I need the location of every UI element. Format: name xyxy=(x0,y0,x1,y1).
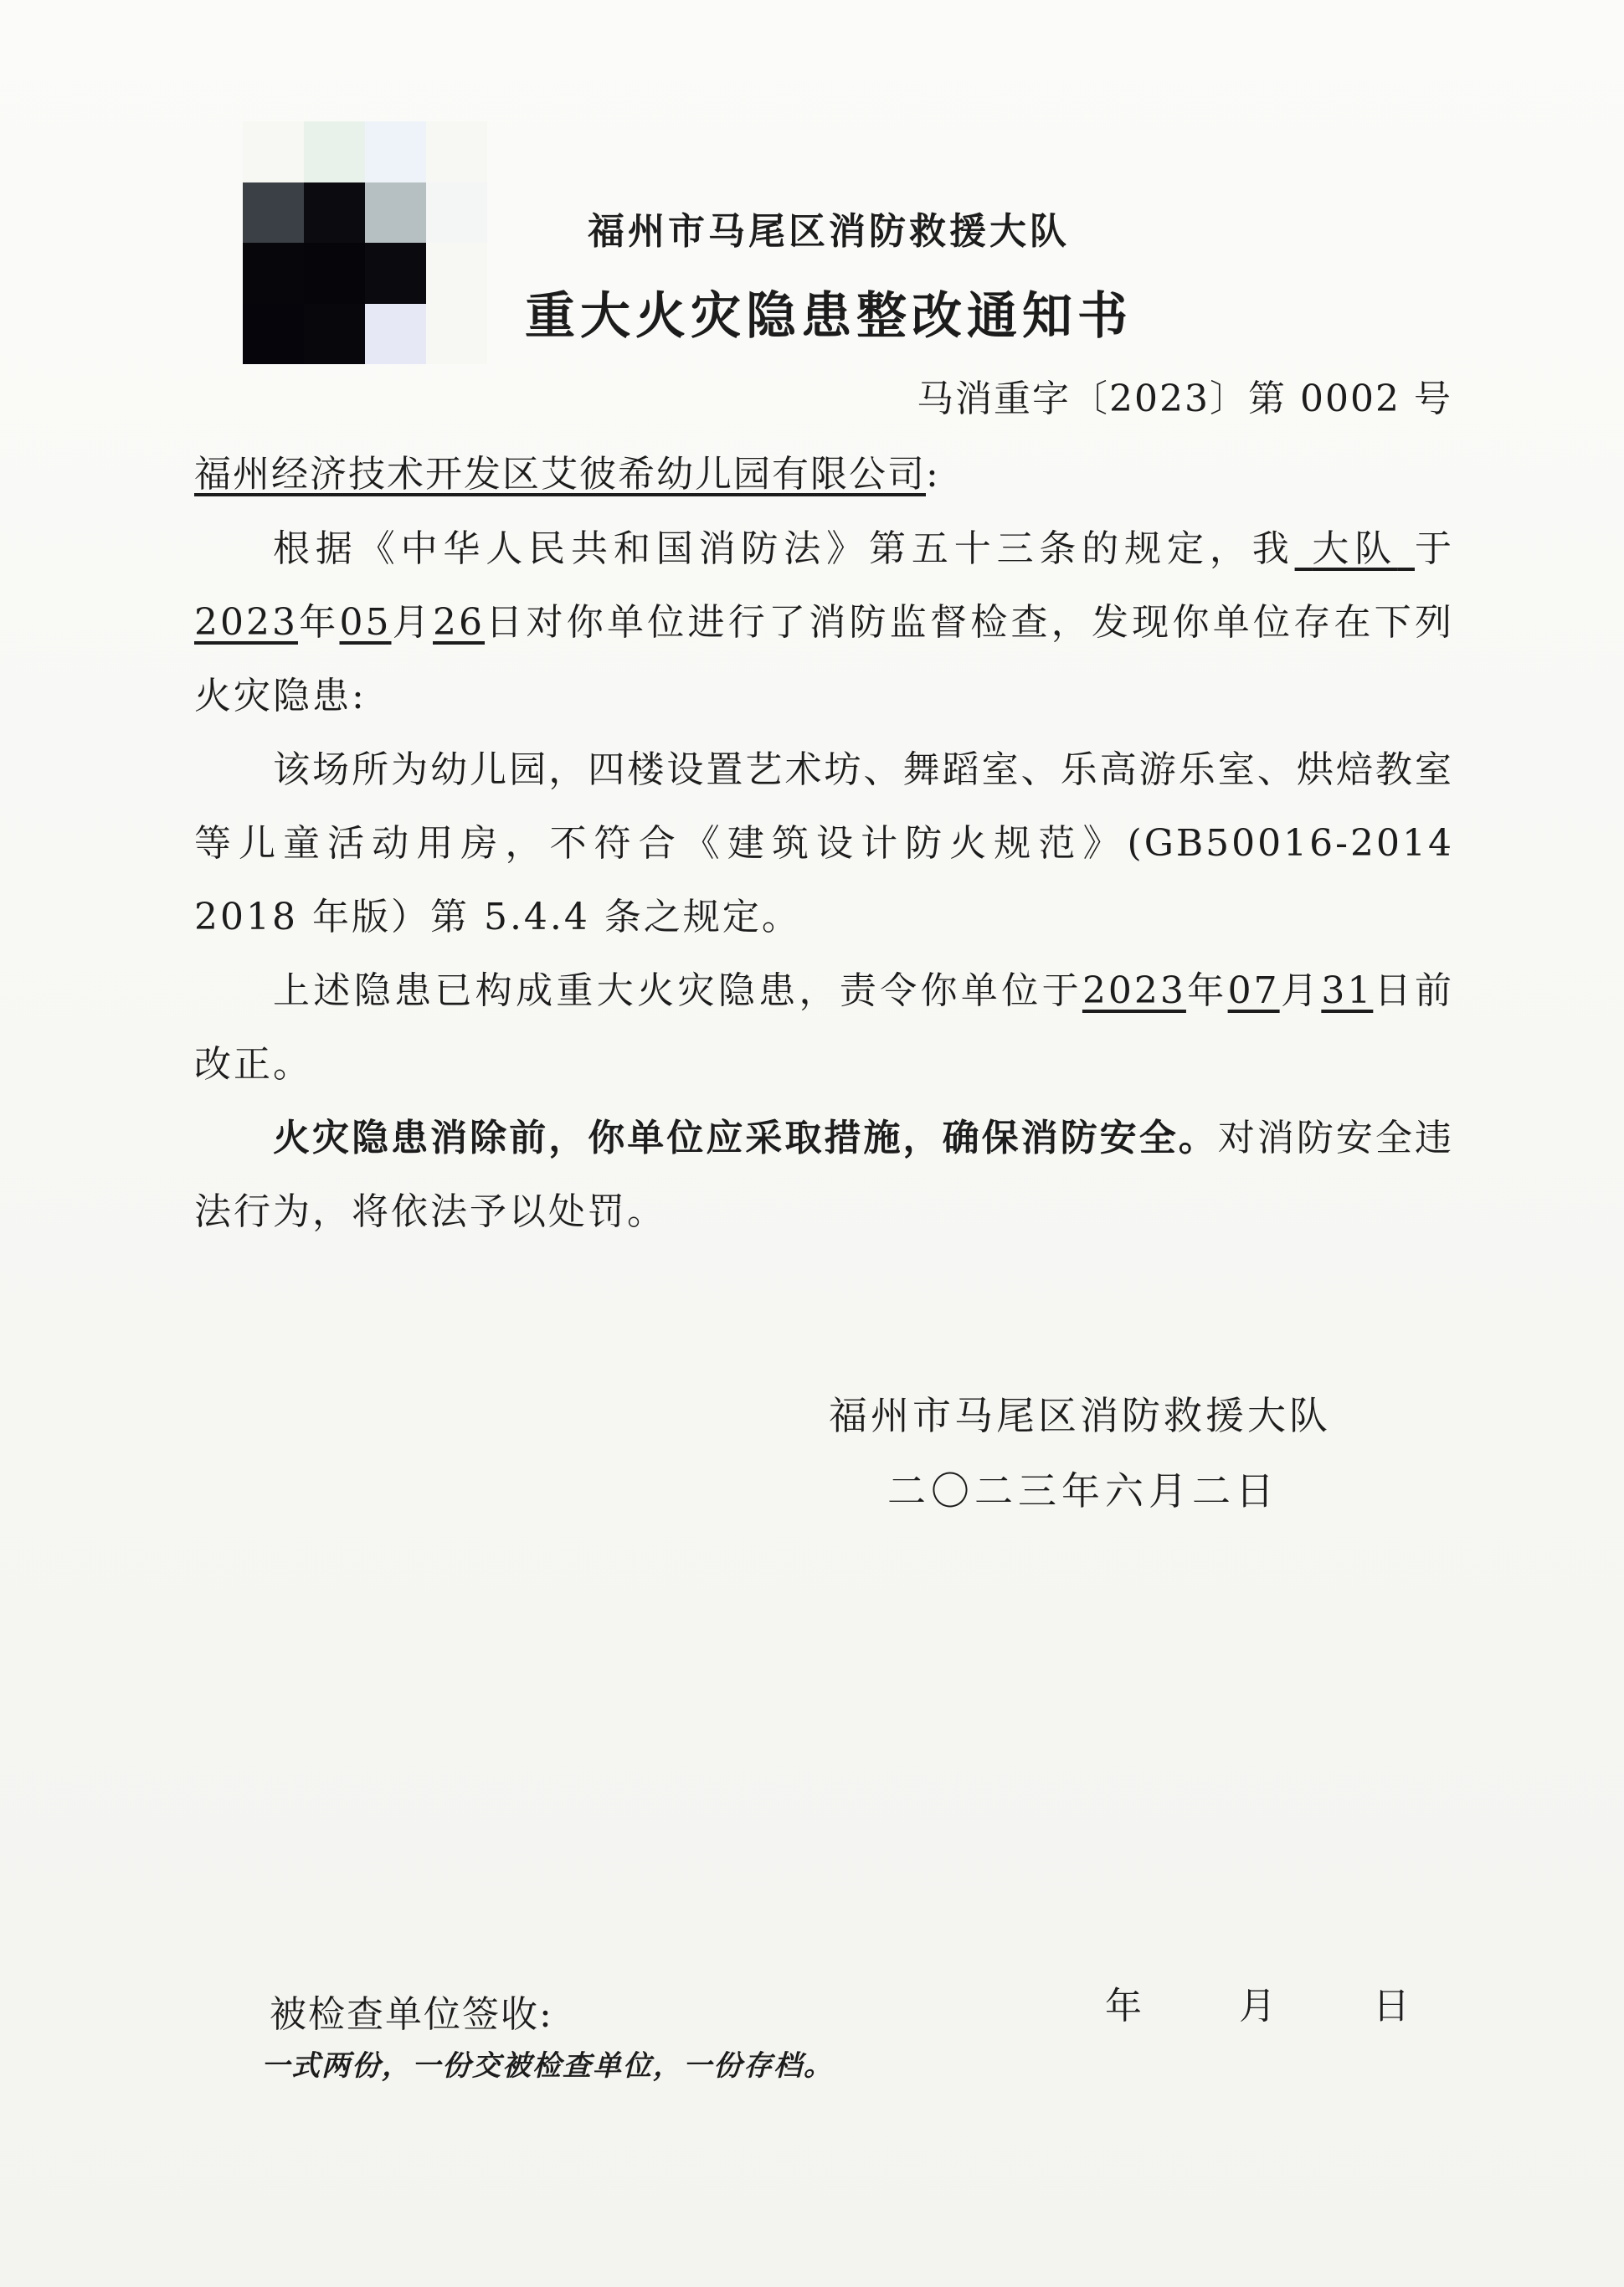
document-title: 重大火灾隐患整改通知书 xyxy=(525,287,1133,346)
receipt-month-label: 月 xyxy=(1239,1985,1276,2027)
inspecting-unit: 大队 xyxy=(1312,527,1398,570)
p3-text-4: 日前改正。 xyxy=(194,969,1455,1086)
deadline-day: 31 xyxy=(1321,969,1374,1012)
document-number: 马消重字〔2023〕第 0002 号 xyxy=(917,378,1452,420)
p1-text-3: 年 xyxy=(297,601,340,644)
paragraph-warning xyxy=(194,1102,1454,1249)
p3-text-1: 上述隐患已构成重大火灾隐患，责令你单位于 xyxy=(273,969,1082,1012)
addressee-colon: : xyxy=(926,453,940,496)
paragraph-inspection xyxy=(194,512,1454,733)
addressee-name: 福州经济技术开发区艾彼希幼儿园有限公司 xyxy=(194,453,926,496)
receipt-label: 被检查单位签收: xyxy=(270,1993,553,2036)
warning-text: 对消防安全违法行为，将依法予以处罚。 xyxy=(194,1117,1455,1233)
p1-text-1: 根据《中华人民共和国消防法》第五十三条的规定，我 xyxy=(273,527,1295,570)
copies-footnote: 一式两份，一份交被检查单位，一份存档。 xyxy=(261,2049,834,2083)
receipt-year-label: 年 xyxy=(1105,1985,1142,2027)
issuing-organization: 福州市马尾区消防救援大队 xyxy=(588,210,1070,253)
deadline-month: 07 xyxy=(1227,969,1280,1012)
signature-date: 二〇二三年六月二日 xyxy=(887,1468,1279,1514)
inspection-day: 26 xyxy=(433,601,486,644)
signature-organization: 福州市马尾区消防救援大队 xyxy=(829,1393,1331,1438)
paragraph-hazard: 该场所为幼儿园，四楼设置艺术坊、舞蹈室、乐高游乐室、烘焙教室等儿童活动用房，不符合《建筑设计防火规范》(GB50016-2014 2018 年版）第 5.4.4 条之规定。 xyxy=(194,748,1454,938)
inspection-year: 2023 xyxy=(194,601,298,644)
p1-text-5: 日对你单位进行了消防监督检查，发现你单位存在下列火灾隐患: xyxy=(194,601,1455,717)
p1-text-4: 月 xyxy=(391,601,434,644)
notice-body xyxy=(194,512,1454,1249)
p3-text-3: 月 xyxy=(1279,969,1322,1012)
paragraph-deadline xyxy=(194,954,1454,1102)
warning-bold-text: 火灾隐患消除前，你单位应采取措施，确保消防安全。 xyxy=(273,1117,1218,1159)
p1-text-2: 于 xyxy=(1415,527,1454,570)
deadline-year: 2023 xyxy=(1082,969,1186,1012)
inspection-month: 05 xyxy=(339,601,392,644)
receipt-day-label: 日 xyxy=(1373,1985,1410,2027)
p3-text-2: 年 xyxy=(1185,969,1228,1012)
addressee xyxy=(194,444,940,497)
